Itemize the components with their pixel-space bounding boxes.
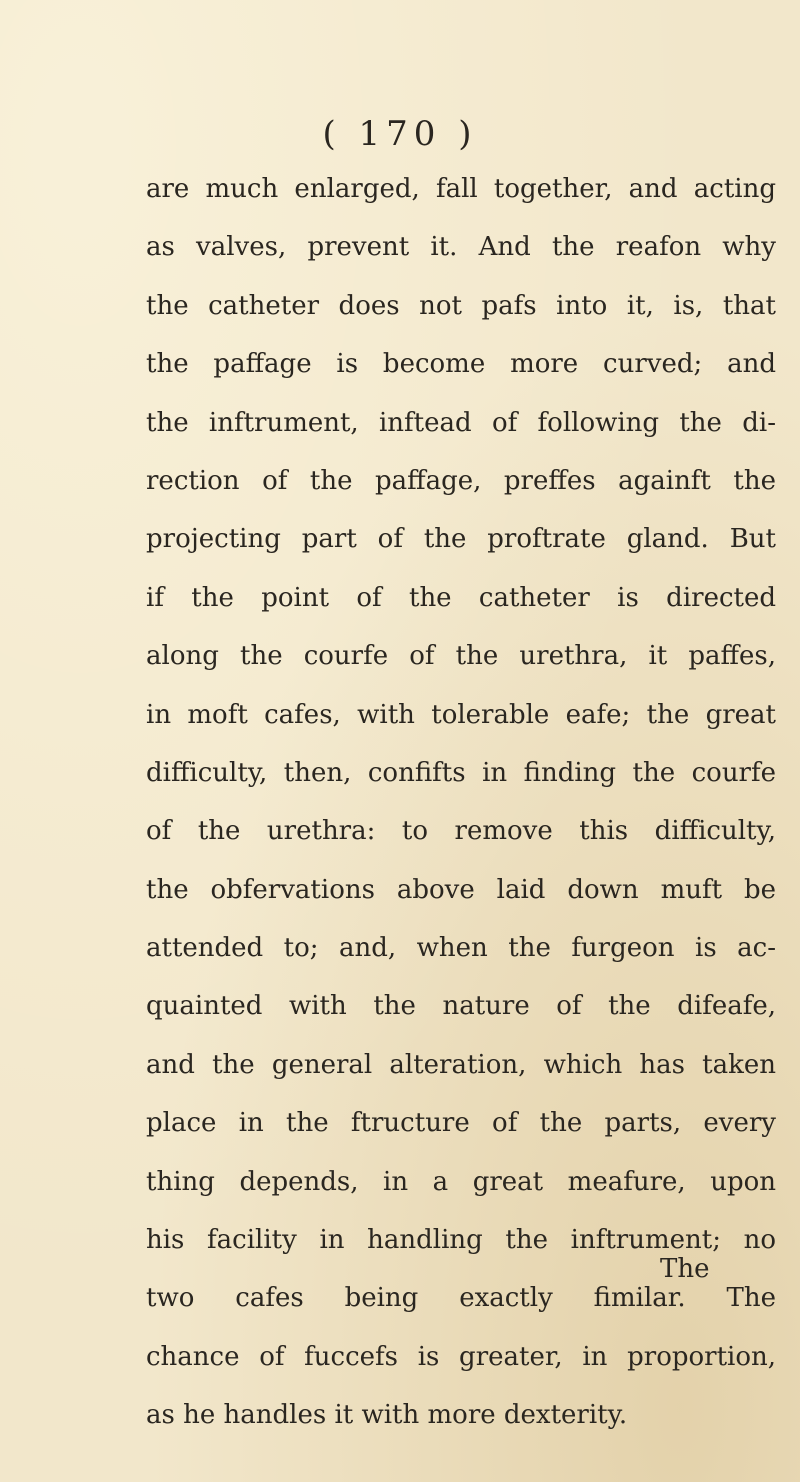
text-line: the inftrument, inftead of following the di-: [146, 407, 776, 438]
text-line: chance of fuccefs is greater, in proportion,: [146, 1341, 776, 1372]
text-line: place in the ftructure of the parts, every: [146, 1108, 776, 1139]
text-line: difficulty, then, confifts in finding the courfe: [146, 757, 776, 788]
page-number-header: ( 170 ): [322, 114, 478, 154]
text-line: as valves, prevent it. And the reafon why: [146, 232, 776, 263]
text-line: quainted with the nature of the difeafe,: [146, 991, 776, 1022]
text-line: the paffage is become more curved; and: [146, 349, 776, 380]
text-line: are much enlarged, fall together, and acting: [146, 174, 776, 204]
text-line: rection of the paffage, preffes againft the: [146, 465, 776, 496]
text-line: the obfervations above laid down muft be: [146, 874, 776, 905]
text-line: attended to; and, when the furgeon is ac-: [146, 933, 776, 964]
text-line: the catheter does not pafs into it, is, that: [146, 290, 776, 321]
text-line: in moft cafes, with tolerable eafe; the great: [146, 699, 776, 730]
text-line: two cafes being exactly fimilar. The: [146, 1283, 776, 1314]
text-line: if the point of the catheter is directed: [146, 582, 776, 613]
text-line: as he handles it with more dexterity.: [146, 1400, 628, 1431]
text-line: thing depends, in a great meafure, upon: [146, 1166, 776, 1197]
catchword: The: [660, 1254, 710, 1284]
text-line: and the general alteration, which has taken: [146, 1049, 776, 1080]
text-line: of the urethra: to remove this difficulty,: [146, 816, 776, 847]
text-line: along the courfe of the urethra, it paffes,: [146, 641, 776, 672]
text-line: his facility in handling the inftrument; no: [146, 1225, 776, 1256]
text-line: projecting part of the proftrate gland. But: [146, 524, 776, 555]
